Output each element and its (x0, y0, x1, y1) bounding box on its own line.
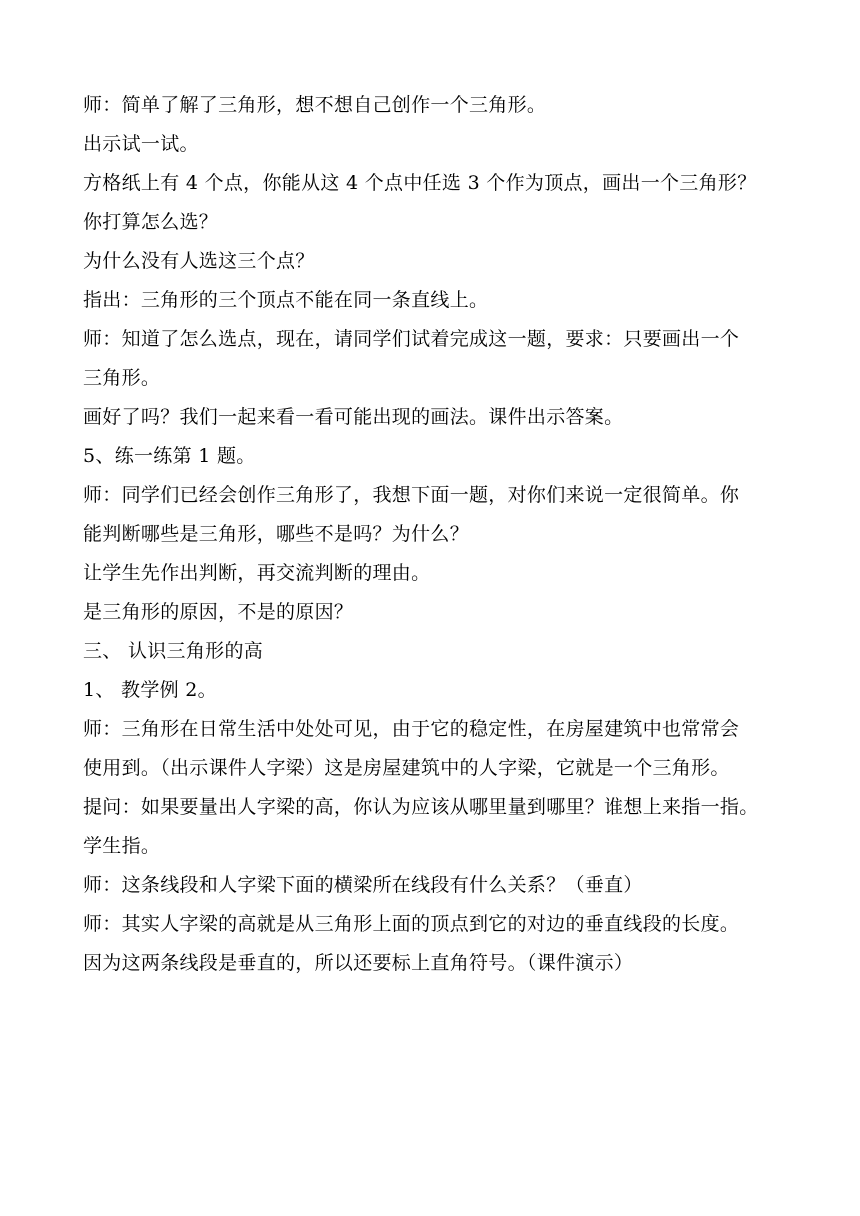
text-line: 师：同学们已经会创作三角形了，我想下面一题，对你们来说一定很简单。你 (83, 484, 740, 506)
text-line: 使用到。（出示课件人字梁）这是房屋建筑中的人字梁，它就是一个三角形。 (83, 757, 730, 779)
text-line: 5、练一练第 1 题。 (83, 445, 256, 467)
text-line: 指出：三角形的三个顶点不能在同一条直线上。 (83, 289, 489, 311)
text-line: 提问：如果要量出人字梁的高，你认为应该从哪里量到哪里？谁想上来指一指。 (83, 796, 759, 818)
text-line: 是三角形的原因，不是的原因？ (83, 601, 354, 623)
text-line: 因为这两条线段是垂直的，所以还要标上直角符号。（课件演示） (83, 952, 634, 974)
text-line: 师：知道了怎么选点，现在，请同学们试着完成这一题，要求：只要画出一个 (83, 328, 740, 350)
text-line: 画好了吗？我们一起来看一看可能出现的画法。课件出示答案。 (83, 406, 624, 428)
text-line: 能判断哪些是三角形，哪些不是吗？为什么？ (83, 523, 470, 545)
text-line: 你打算怎么选？ (83, 211, 219, 233)
document-body (83, 86, 783, 983)
text-line: 三角形。 (83, 367, 161, 389)
text-line: 方格纸上有 4 个点，你能从这 4 个点中任选 3 个作为顶点，画出一个三角形？ (83, 172, 757, 194)
text-line: 师：这条线段和人字梁下面的横梁所在线段有什么关系？（垂直） (83, 874, 643, 896)
text-line: 为什么没有人选这三个点？ (83, 250, 315, 272)
text-line: 出示试一试。 (83, 133, 199, 155)
section-heading: 三、 认识三角形的高 (83, 640, 264, 662)
subsection-heading: 1、 教学例 2。 (83, 679, 217, 701)
text-line: 师：其实人字梁的高就是从三角形上面的顶点到它的对边的垂直线段的长度。 (83, 913, 740, 935)
text-line: 师：简单了解了三角形，想不想自己创作一个三角形。 (83, 94, 547, 116)
text-line: 让学生先作出判断，再交流判断的理由。 (83, 562, 431, 584)
text-line: 学生指。 (83, 835, 161, 857)
text-line: 师：三角形在日常生活中处处可见，由于它的稳定性，在房屋建筑中也常常会 (83, 718, 740, 740)
